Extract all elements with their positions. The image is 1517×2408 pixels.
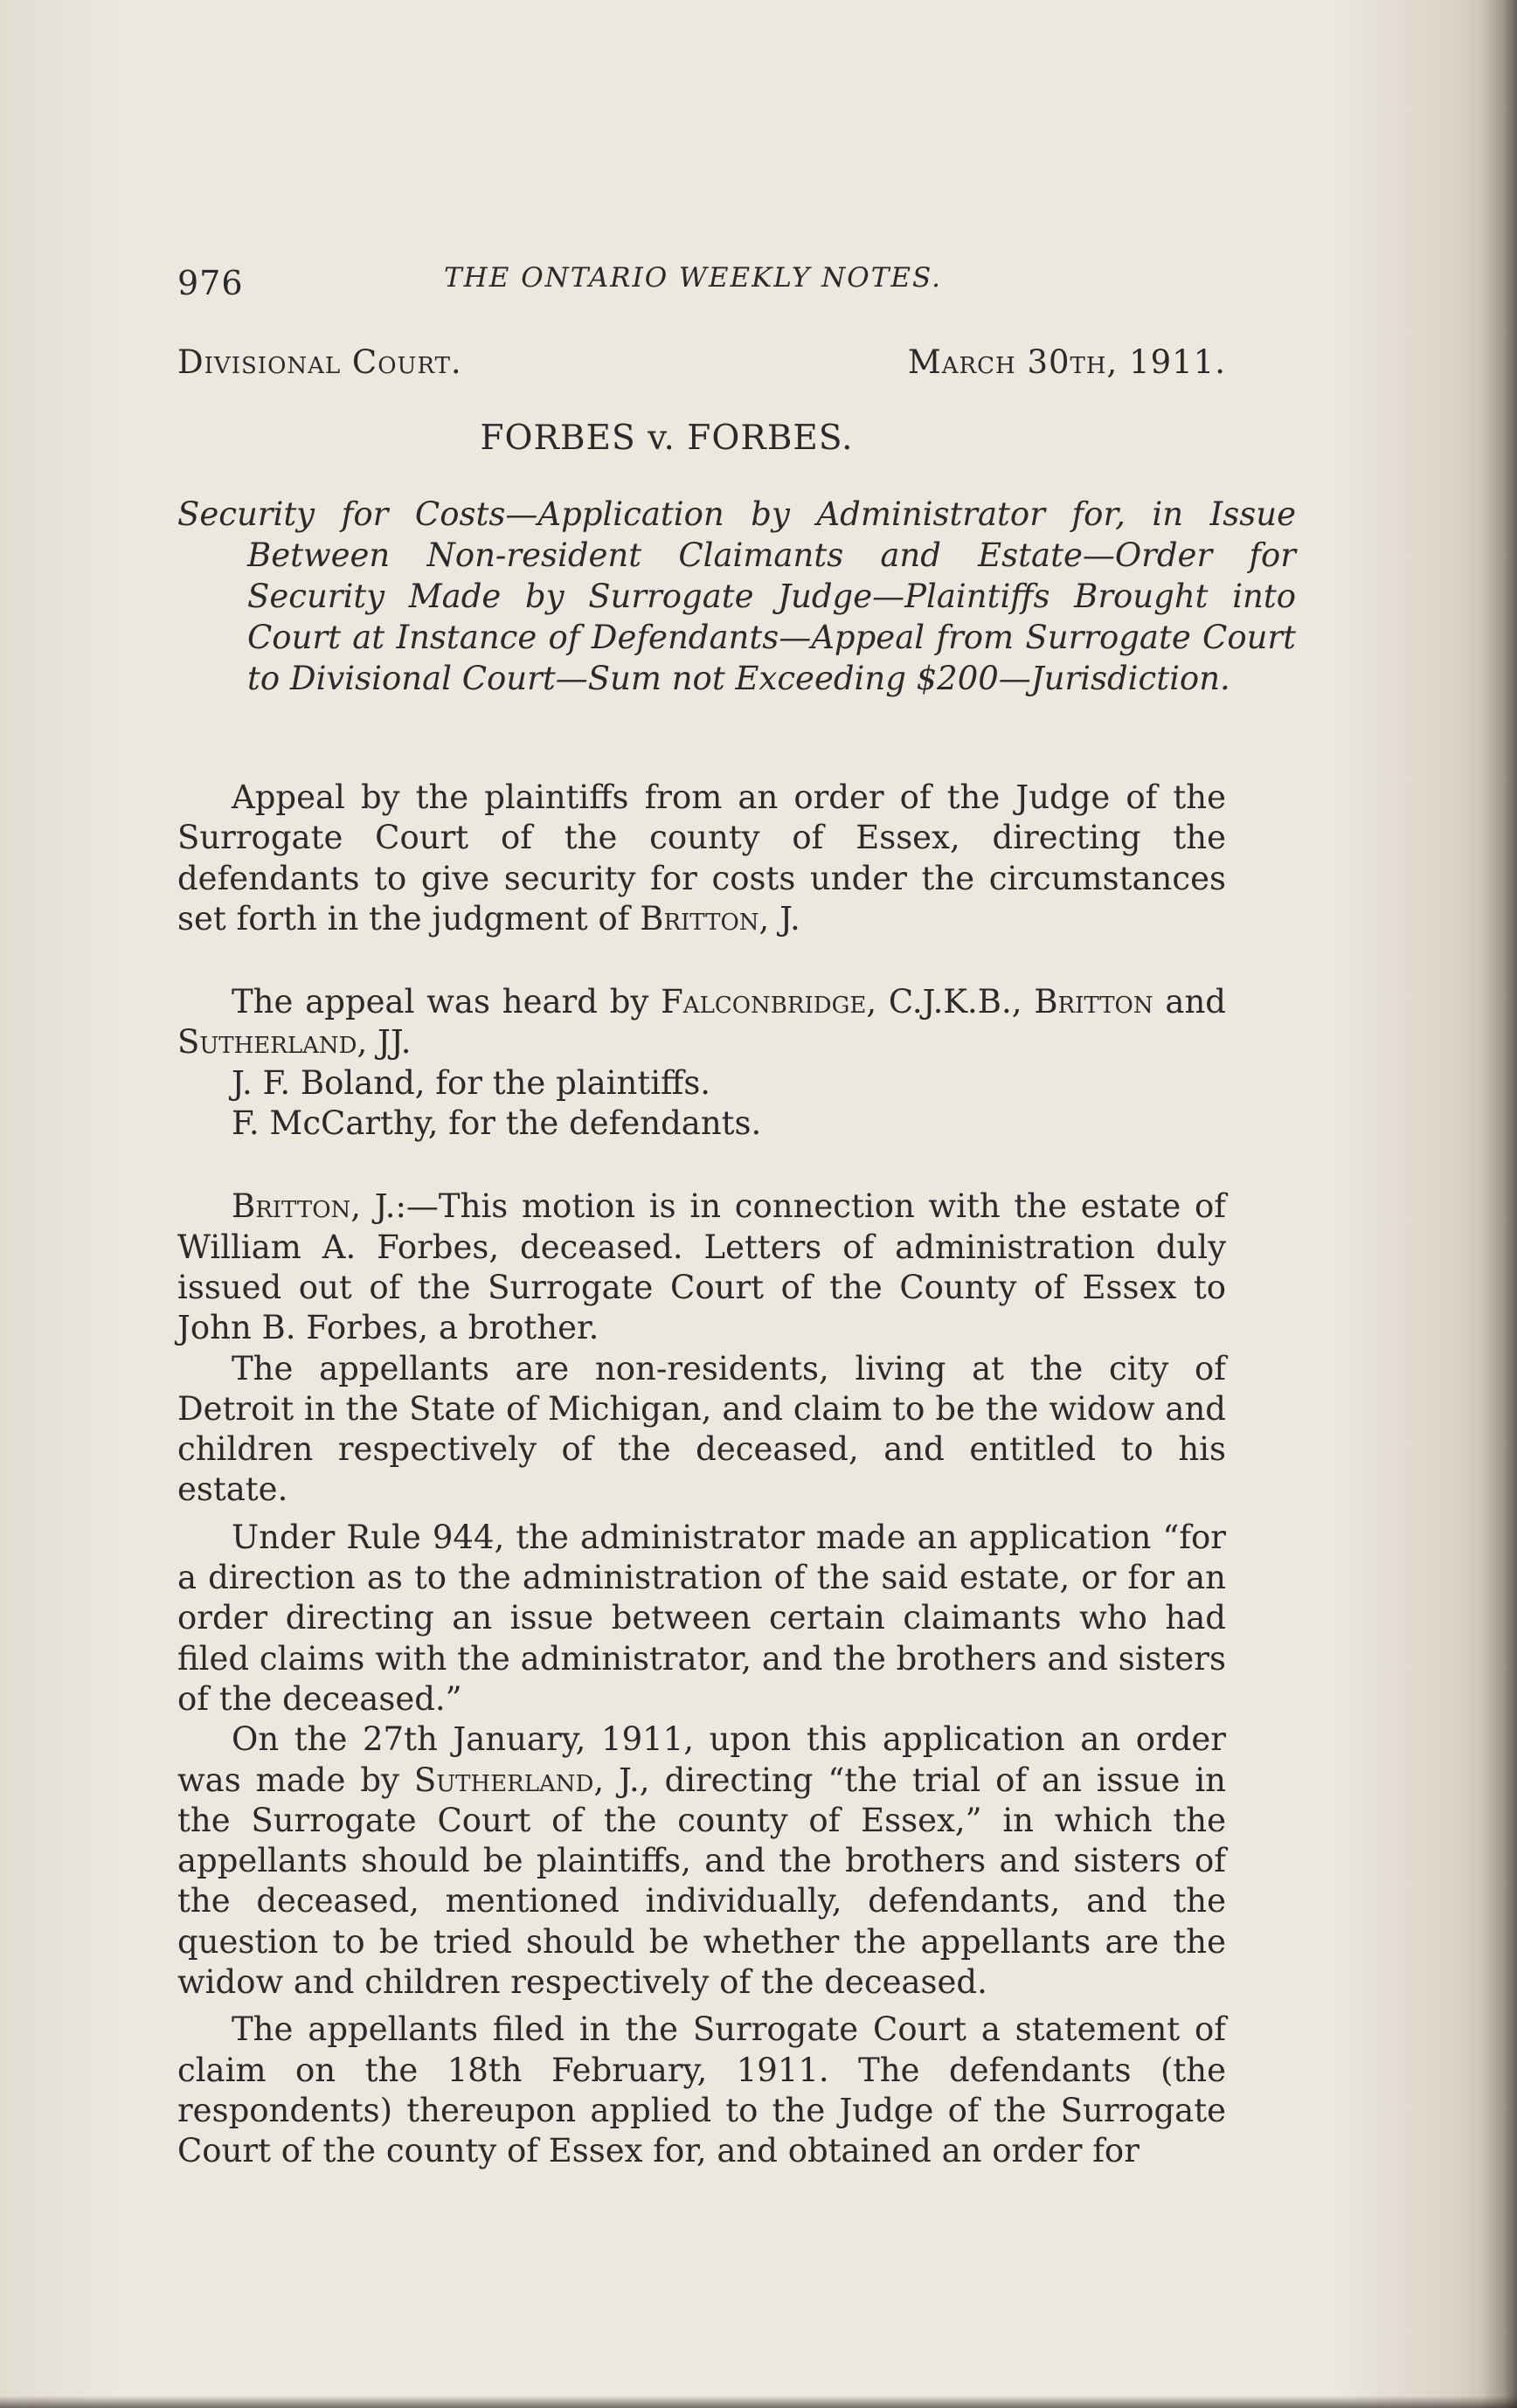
judge-name: Sutherland	[413, 1761, 594, 1799]
counsel-plaintiffs: J. F. Boland, for the plaintiffs.	[232, 1063, 711, 1102]
book-spine-shadow	[1482, 0, 1517, 2408]
judgment-paragraph: Under Rule 944, the administrator made an application “for a direction as to the administration of the said estate, or for an order directing an issue between certain claimants who had filed claims with the administrator, and the brothers and sisters of the deceased.”	[177, 1518, 1226, 1718]
judgment-paragraph: Britton, J.:—This motion is in connection with the estate of William A. Forbes, deceased. Letters of administration duly issued out of the Surrogate Court of the County of Essex to John B. Forbes, a brother.	[177, 1187, 1226, 1347]
court-and-date-line	[177, 343, 1226, 387]
judge-name: Britton	[640, 899, 759, 938]
running-header	[177, 260, 1226, 304]
judge-name: Britton	[232, 1187, 351, 1226]
judgment-paragraph: The appellants are non-residents, living at the city of Detroit in the State of Michigan, and claim to be the widow and children respectively of the deceased, and entitled to his estate.	[177, 1349, 1226, 1509]
judgment-paragraph: The appellants filed in the Surrogate Court a statement of claim on the 18th February, 1911. The defendants (the respondents) thereupon applied to the Judge of the Surrogate Court of the county of Essex for, and obtained an order for	[177, 2010, 1226, 2170]
judge-name: Sutherland	[177, 1023, 357, 1062]
hearing-paragraph: The appeal was heard by Falconbridge, C.J.K.B., Britton and Sutherland, JJ.	[177, 983, 1226, 1062]
case-title: FORBES v. FORBES.	[480, 419, 854, 458]
headnote: Security for Costs—Application by Administrator for, in Issue Between Non-resident Claimants and Estate—Order for Security Made by Surrogate Judge—Plaintiffs Brought into Court at Instance of Defendants—Appeal from Surrogate Court to Divisional Court—Sum not Exceeding $200—Jurisdiction.	[177, 495, 1296, 697]
appeal-summary-paragraph: Appeal by the plaintiffs from an order of the Judge of the Surrogate Court of the county of Essex, directing the defendants to give security for costs under the circumstances set forth in the judgment of Britton, J.	[177, 778, 1226, 938]
report-body	[177, 778, 1226, 2172]
page-bottom-edge	[0, 2396, 1517, 2408]
judge-name: Britton	[1034, 983, 1153, 1021]
judge-name: Falconbridge	[661, 983, 867, 1021]
journal-title: THE ONTARIO WEEKLY NOTES.	[444, 262, 942, 294]
judgment-paragraph: On the 27th January, 1911, upon this application an order was made by Sutherland, J., directing “the trial of an issue in the Surrogate Court of the county of Essex,” in which the appellants should be plaintiffs, and the brothers and sisters of the deceased, mentioned individually, defendants, and the question to be tried should be whether the appellants are the widow and children respectively of the deceased.	[177, 1720, 1226, 2002]
counsel-defendants: F. McCarthy, for the defendants.	[232, 1104, 762, 1143]
court-name: Divisional Court.	[177, 343, 462, 381]
page-number: 976	[177, 264, 244, 302]
decision-date: March 30th, 1911.	[907, 343, 1226, 381]
